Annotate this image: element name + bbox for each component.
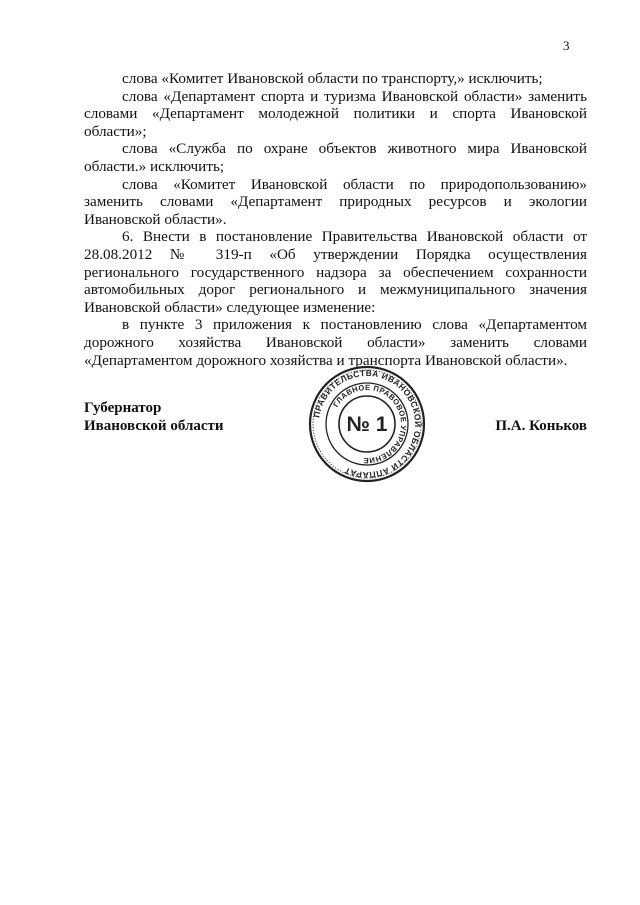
paragraph: слова «Департамент спорта и туризма Ивановской области» заменить словами «Департамент молодежной политики и спорта Ивановской области»;: [84, 87, 587, 140]
paragraph: слова «Служба по охране объектов животного мира Ивановской области.» исключить;: [84, 140, 587, 175]
paragraph: 6. Внести в постановление Правительства Ивановской области от 28.08.2012 № 319-п «Об утверждении Порядка осуществления регионального государственного надзора за обеспечением сохранности автомобильных дорог регионального и межмуниципального значения Ивановской области» следующее изменение:: [84, 228, 587, 316]
paragraph: слова «Комитет Ивановской области по природопользованию» заменить словами «Департамент природных ресурсов и экологии Ивановской области».: [84, 175, 587, 228]
seal-inner-text: ГЛАВНОЕ ПРАВОВОЕ УПРАВЛЕНИЕ: [331, 382, 409, 466]
seal-outer-text: ПРАВИТЕЛЬСТВА ИВАНОВСКОЙ ОБЛАСТИ АППАРАТ: [311, 367, 424, 481]
seal-center-number: № 1: [346, 413, 388, 436]
document-body: [84, 70, 587, 369]
signatory-title-line: Губернатор: [84, 400, 162, 416]
signatory-title: [84, 400, 224, 435]
signatory-name: П.А. Коньков: [495, 417, 587, 434]
signatory-title-line: Ивановской области: [84, 417, 224, 434]
page-number: 3: [563, 38, 570, 53]
paragraph: слова «Комитет Ивановской области по транспорту,» исключить;: [122, 70, 543, 87]
paragraph: в пункте 3 приложения к постановлению слова «Департаментом дорожного хозяйства Ивановской области» заменить словами «Департаментом дорожного хозяйства и транспорта Ивановской области».: [84, 316, 587, 369]
official-seal: [307, 364, 427, 484]
